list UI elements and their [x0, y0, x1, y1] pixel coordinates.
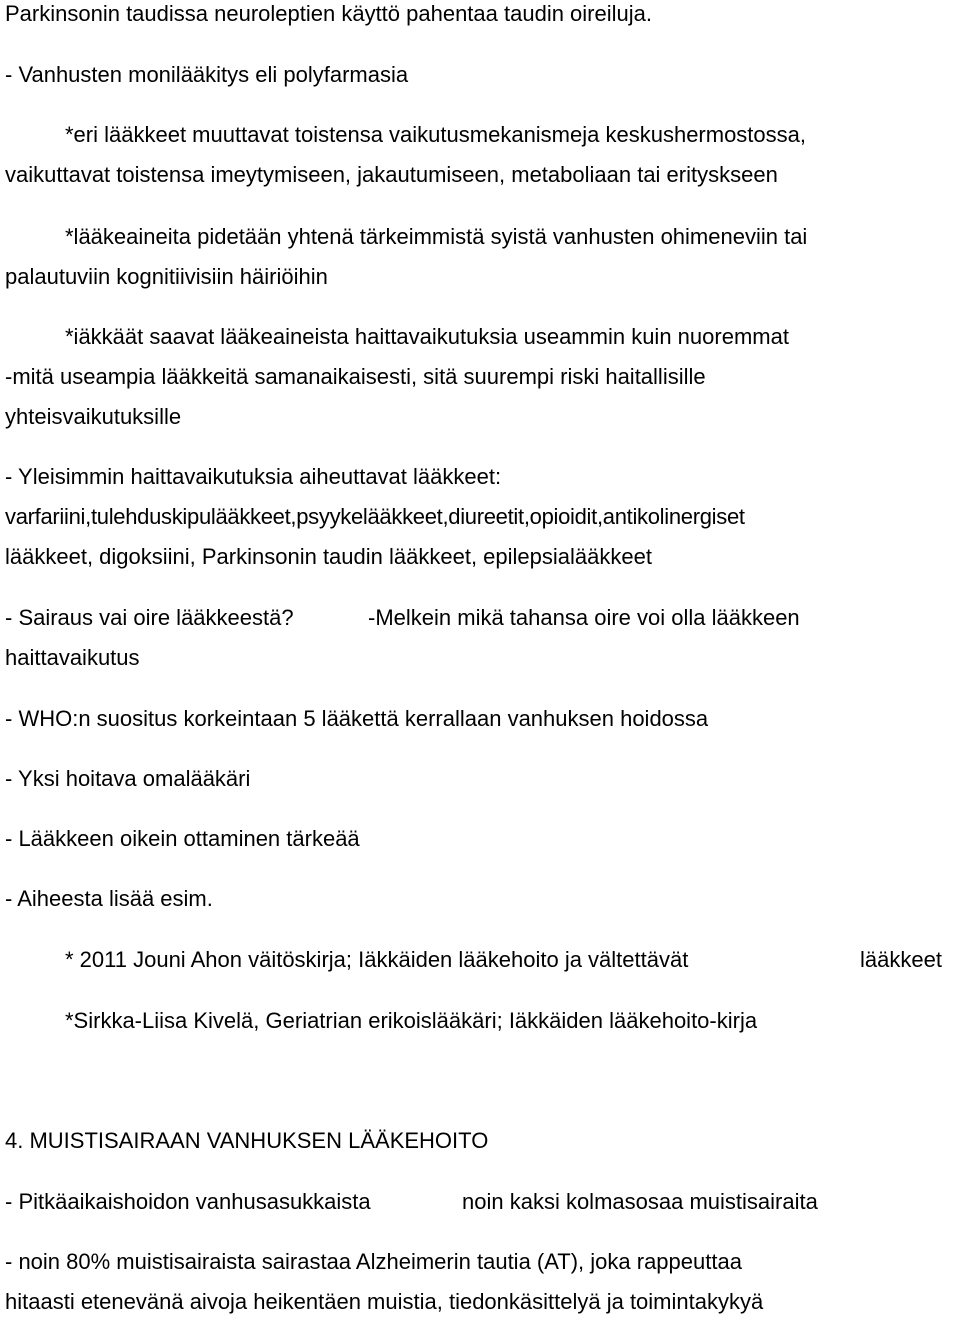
text-line: palautuviin kognitiivisiin häiriöihin — [5, 264, 328, 289]
text-line: - Aiheesta lisää esim. — [5, 886, 213, 911]
text-line: *iäkkäät saavat lääkeaineista haittavaikutuksia useammin kuin nuoremmat — [65, 324, 789, 349]
text-line: *eri lääkkeet muuttavat toistensa vaikutusmekanismeja keskushermostossa, — [65, 122, 807, 147]
section-heading: 4. MUISTISAIRAAN VANHUKSEN LÄÄKEHOITO — [5, 1128, 489, 1153]
text-line: noin kaksi kolmasosaa muistisairaita — [462, 1189, 818, 1214]
text-line: - Yksi hoitava omalääkäri — [5, 766, 251, 791]
text-line: lääkkeet — [860, 947, 942, 972]
text-line: lääkkeet, digoksiini, Parkinsonin taudin lääkkeet, epilepsialääkkeet — [5, 544, 652, 569]
text-line: varfariini,tulehduskipulääkkeet,psyykelääkkeet,diureetit,opioidit,antikolinergiset — [5, 504, 745, 529]
text-line: -Melkein mikä tahansa oire voi olla lääkkeen — [368, 605, 800, 630]
text-line: *lääkeaineita pidetään yhtenä tärkeimmistä syistä vanhusten ohimeneviin tai — [65, 224, 808, 249]
text-line: yhteisvaikutuksille — [5, 404, 182, 429]
text-line: - WHO:n suositus korkeintaan 5 lääkettä kerrallaan vanhuksen hoidossa — [5, 706, 709, 731]
text-line: -mitä useampia lääkkeitä samanaikaisesti, sitä suurempi riski haitallisille — [5, 364, 706, 389]
text-line: haittavaikutus — [5, 645, 140, 670]
text-line: Parkinsonin taudissa neuroleptien käyttö pahentaa taudin oireiluja. — [5, 1, 652, 26]
text-line: - Vanhusten monilääkitys eli polyfarmasia — [5, 62, 409, 87]
text-line: hitaasti etenevänä aivoja heikentäen muistia, tiedonkäsittelyä ja toimintakykyä — [5, 1289, 764, 1314]
text-line: *Sirkka-Liisa Kivelä, Geriatrian erikoislääkäri; Iäkkäiden lääkehoito-kirja — [65, 1008, 758, 1033]
text-line: - Lääkkeen oikein ottaminen tärkeää — [5, 826, 360, 851]
text-line: - noin 80% muistisairaista sairastaa Alzheimerin tautia (AT), joka rappeuttaa — [5, 1249, 742, 1274]
text-line: vaikuttavat toistensa imeytymiseen, jakautumiseen, metaboliaan tai erityskseen — [5, 162, 778, 187]
text-line: - Yleisimmin haittavaikutuksia aiheuttavat lääkkeet: — [5, 464, 502, 489]
text-line: - Sairaus vai oire lääkkeestä? — [5, 605, 294, 630]
text-line: * 2011 Jouni Ahon väitöskirja; Iäkkäiden lääkehoito ja vältettävät — [65, 947, 689, 972]
text-line: - Pitkäaikaishoidon vanhusasukkaista — [5, 1189, 371, 1214]
